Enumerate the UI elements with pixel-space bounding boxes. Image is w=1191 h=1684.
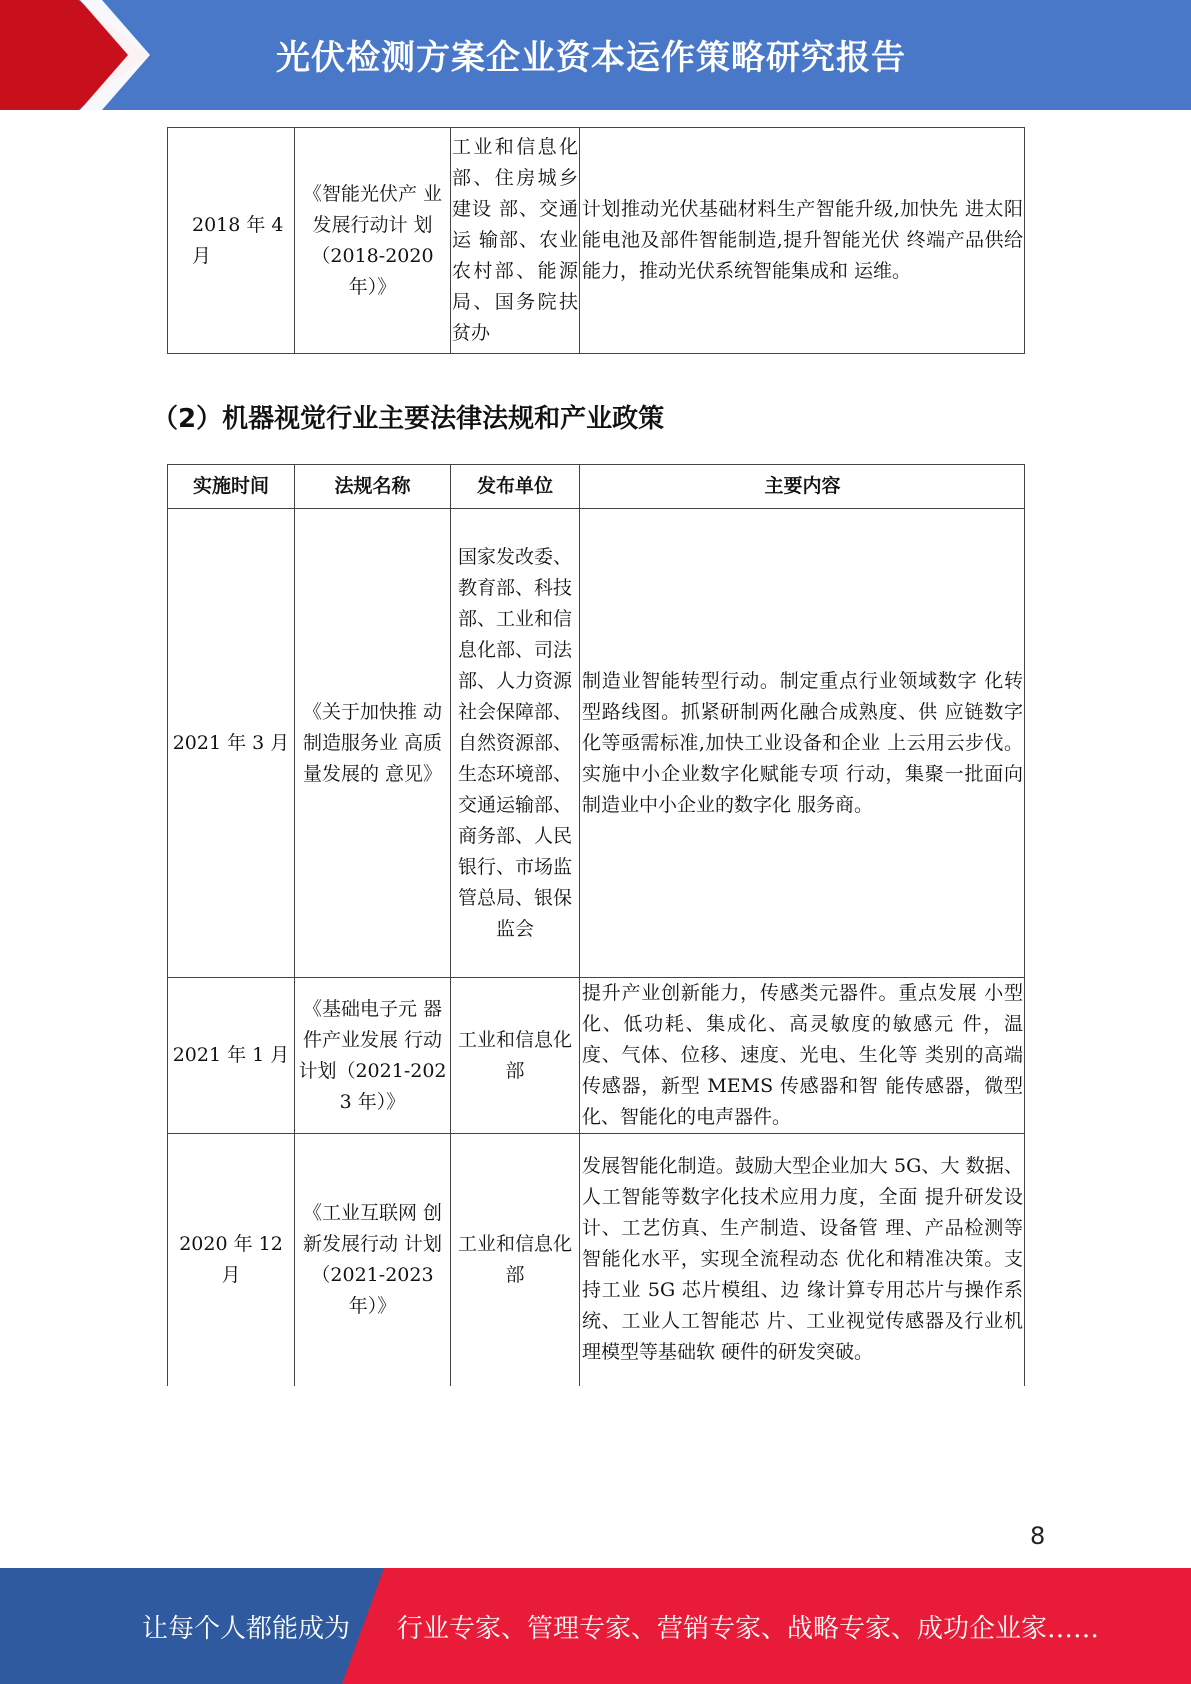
header-content: 主要内容 (580, 465, 1025, 509)
section-heading: （2）机器视觉行业主要法律法规和产业政策 (152, 404, 665, 434)
footer-slogan-right: 行业专家、管理专家、营销专家、战略专家、成功企业家…… (397, 1614, 1100, 1644)
page-header (0, 0, 1191, 110)
table-row (168, 1134, 1025, 1386)
table-row (168, 509, 1025, 978)
cell-date: 2021 年 3 月 (168, 509, 295, 978)
cell-issuer: 工业和信息化部、住房城乡建设 部、交通运 输部、农业 农村部、能源局、国务院扶贫办 (451, 128, 580, 354)
table-header-row (168, 465, 1025, 509)
cell-regulation-name: 《关于加快推 动制造服务业 高质量发展的 意见》 (295, 509, 451, 978)
table-row (168, 978, 1025, 1134)
policy-table-photovoltaic (167, 127, 1025, 354)
cell-content: 制造业智能转型行动。制定重点行业领域数字 化转型路线图。抓紧研制两化融合成熟度、供 应链数字化等亟需标准,加快工业设备和企业 上云用云步伐。实施中小企业数字化赋能专项 行动，集聚一批面向制造业中小企业的数字化 服务商。 (580, 509, 1025, 978)
page-footer (0, 1568, 1191, 1684)
cell-content: 提升产业创新能力，传感类元器件。重点发展 小型化、低功耗、集成化、高灵敏度的敏感元 件，温度、气体、位移、速度、光电、生化等 类别的高端传感器，新型 MEMS 传感器和智 能传感器，微型化、智能化的电声器件。 (580, 978, 1025, 1134)
cell-issuer: 工业和信息化部 (451, 1134, 580, 1386)
report-title: 光伏检测方案企业资本运作策略研究报告 (276, 38, 906, 78)
cell-issuer: 工业和信息化部 (451, 978, 580, 1134)
cell-content: 发展智能化制造。鼓励大型企业加大 5G、大 数据、人工智能等数字化技术应用力度，全面 提升研发设计、工艺仿真、生产制造、设备管 理、产品检测等智能化水平，实现全流程动态 优化和精准决策。支持工业 5G 芯片模组、边 缘计算专用芯片与操作系统、工业人工智能芯 片、工业视觉传感器及行业机理模型等基础软 硬件的研发突破。 (580, 1134, 1025, 1386)
cell-issuer: 国家发改委、教育部、科技部、工业和信息化部、司法部、人力资源社会保障部、自然资源部、生态环境部、交通运输部、商务部、人民银行、市场监管总局、银保监会 (451, 509, 580, 978)
header-issuer: 发布单位 (451, 465, 580, 509)
header-date: 实施时间 (168, 465, 295, 509)
footer-slogan-left: 让每个人都能成为 (142, 1614, 351, 1644)
header-regulation-name: 法规名称 (295, 465, 451, 509)
cell-content: 计划推动光伏基础材料生产智能升级,加快先 进太阳能电池及部件智能制造,提升智能光伏 终端产品供给能力，推动光伏系统智能集成和 运维。 (580, 128, 1025, 354)
cell-regulation-name: 《工业互联网 创新发展行动 计划（2021-2023 年）》 (295, 1134, 451, 1386)
policy-table-machine-vision (167, 464, 1025, 1386)
table-row (168, 128, 1025, 354)
cell-date: 2020 年 12 月 (168, 1134, 295, 1386)
cell-date: 2021 年 1 月 (168, 978, 295, 1134)
cell-regulation-name: 《智能光伏产 业发展行动计 划（2018-2020 年）》 (295, 128, 451, 354)
cell-date: 2018 年 4 月 (168, 128, 295, 354)
cell-regulation-name: 《基础电子元 器件产业发展 行动计划（2021-2023 年）》 (295, 978, 451, 1134)
page-number: 8 (1030, 1522, 1046, 1550)
